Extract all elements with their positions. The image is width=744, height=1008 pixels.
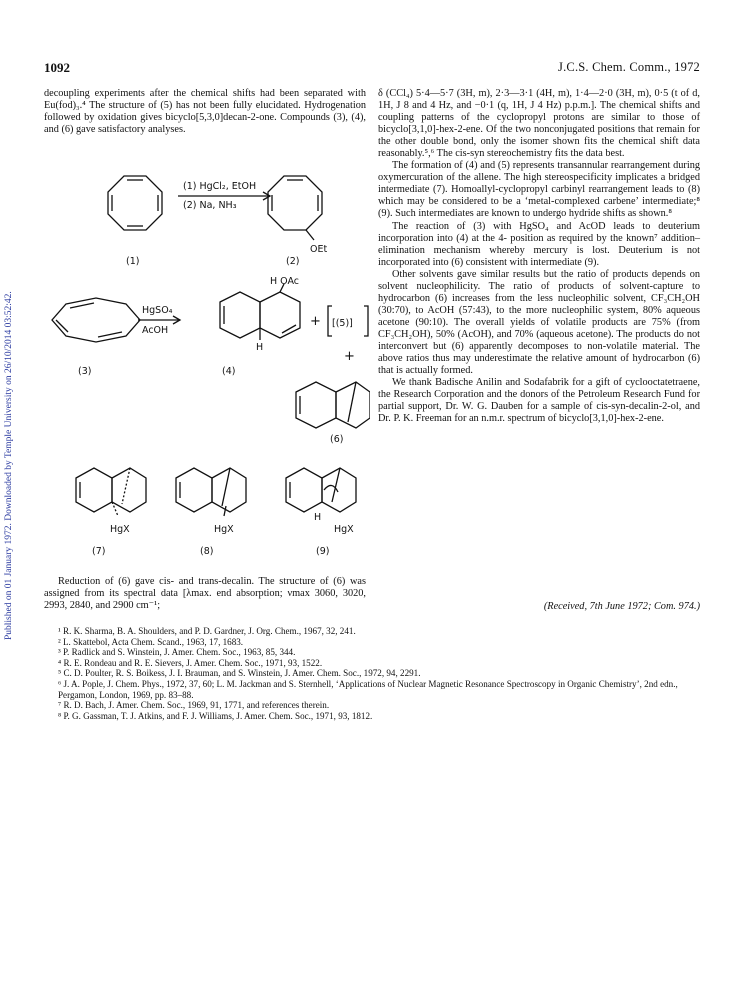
reference: ⁶ J. A. Pople, J. Chem. Phys., 1972, 37, 60; L. M. Jackman and S. Sternhell, ‘Applications of Nuclear Magnetic Resonance Spectroscopy in Organic Chemistry’, 2nd edn., Pergamon, London, 1969, pp. 83–88. (58, 678, 678, 700)
paragraph: Other solvents gave similar results but the ratio of products depends on solvent nucleophilicity. The ratio of products of solvent-capture to hydrocarbon (6) increases from the less nucleophilic solvent, CF₃CH₂OH (30:70), to AcOH (57:43), to the more nucleophilic system, 80% aqueous acetone (90:10). The overall yields of volatile products are 75% (from CF₃CH₂OH), 50% (AcOH), and 70% (aqueous acetone). The products do not interconvert but (6) apparently decomposes to non-volatile material. The above ratios thus may underestimate the relative amount of hydrocarbon (6) that is actually formed. (378, 268, 700, 377)
plus-sign: + (310, 314, 321, 329)
substituent-label: OEt (310, 244, 328, 255)
page-number: 1092 (44, 60, 70, 75)
compound-label: (8) (200, 546, 214, 557)
compound-label: (2) (286, 256, 300, 267)
paragraph: Reduction of (6) gave cis- and trans-decalin. The structure of (6) was assigned from its spectral data [λmax. end absorption; νmax 3060, 3020, 2993, 2840, and 2900 cm⁻¹; (44, 576, 366, 612)
received-date: (Received, 7th June 1972; Com. 974.) (543, 601, 700, 612)
compound-label: (4) (222, 366, 236, 377)
paragraph: The reaction of (3) with HgSO₄ and AcOD leads to deuterium incorporation into (4) at the 4- position as required by the known⁷ addition–elimination mechanism whereby mercury is lost. Deuterium is not incorporated into (6) consistent with intermediate (9). (378, 220, 700, 268)
reagent-label: HgSO₄ (142, 305, 173, 316)
compound-label: [(5)] (332, 318, 353, 329)
reaction-scheme (30, 160, 370, 580)
substituent-label: H (256, 342, 264, 353)
reference: ⁵ C. D. Poulter, R. S. Boikess, J. I. Brauman, and S. Winstein, J. Amer. Chem. Soc., 1972, 94, 2291. (58, 668, 421, 679)
compound-label: (3) (78, 366, 92, 377)
right-column (378, 88, 700, 425)
left-column-bottom (44, 576, 366, 612)
download-notice: Published on 01 January 1972. Downloaded by Temple University on 26/10/2014 03:52:42. (4, 291, 14, 640)
plus-sign: + (344, 349, 355, 364)
compound-label: (6) (330, 434, 344, 445)
intermediate-8-left (176, 468, 212, 512)
tricyclic-ring-left (296, 382, 336, 428)
reference: ³ P. Radlick and S. Winstein, J. Amer. Chem. Soc., 1963, 85, 344. (58, 647, 296, 658)
reference: ⁴ R. E. Rondeau and R. E. Sievers, J. Amer. Chem. Soc., 1971, 93, 1522. (58, 657, 323, 668)
compound-label: (1) (126, 256, 140, 267)
reagent-label: AcOH (142, 325, 169, 336)
reagent-label: (2) Na, NH₃ (183, 200, 237, 211)
paragraph: The formation of (4) and (5) represents transannular rearrangement during oxymercuration of the allene. The high stereospecificity implicates a bridged intermediate (7). Homoallyl-cyclopropyl carbinyl rearrangement leads to (8) which may be considered to be a ‘metal-complexed carbene’ intermediate;⁸ (9). Such intermediates are known to undergo hydride shifts as shown.⁸ (378, 160, 700, 220)
journal-header: J.C.S. Chem. Comm., 1972 (558, 60, 700, 74)
reference: ⁷ R. D. Bach, J. Amer. Chem. Soc., 1969, 91, 1771, and references therein. (58, 700, 330, 711)
paragraph: We thank Badische Anilin and Sodafabrik for a gift of cyclooctatetraene, the Research Corporation and the donors of the Petroleum Research Fund for partial support, Dr. W. G. Dauben for a sample of cis-syn-decalin-2-ol, and Dr. P. K. Freeman for an n.m.r. spectrum of bicyclo[3,1,0]-hex-2-ene. (378, 377, 700, 425)
cyclooctatriene-ring (268, 176, 322, 230)
left-column (44, 88, 366, 136)
reference: ² L. Skattebol, Acta Chem. Scand., 1963, 17, 1683. (58, 636, 244, 647)
compound-label: (7) (92, 546, 106, 557)
reference: ¹ R. K. Sharma, B. A. Shoulders, and P. D. Gardner, J. Org. Chem., 1967, 32, 241. (58, 626, 356, 636)
reference: ⁸ P. G. Gassman, T. J. Atkins, and F. J. Williams, J. Amer. Chem. Soc., 1971, 93, 1812. (58, 710, 373, 721)
intermediate-7-left (76, 468, 112, 512)
references (58, 626, 718, 721)
paragraph: decoupling experiments after the chemical shifts had been separated with Eu(fod)₃.⁴ The structure of (5) has not been fully elucidated. Hydrogenation followed by oxidation gives bicyclo[5,3,0]decan-2-one. Compounds (3), (4), and (6) gave satisfactory analyses. (44, 88, 366, 136)
substituent-label: H OAc (270, 276, 300, 287)
cyclononatriene-ring (52, 298, 140, 342)
paragraph: δ (CCl₄) 5·4—5·7 (3H, m), 2·3—3·1 (4H, m), 1·4—2·0 (3H, m), 0·5 (t of d, 1H, J 8 and 4 Hz, and −0·1 (q, 1H, J 4 Hz) p.p.m.]. The chemical shifts and coupling patterns of the cyclopropyl protons are similar to those of bicyclo[3,1,0]-hex-2-ene. Of the two nonconjugated positions that remain for the other double bond, only the isomer shown fits the chemical shift data reasonably.⁵,⁶ The cis-syn stereochemistry fits the data best. (378, 88, 700, 160)
reagent-label: (1) HgCl₂, EtOH (183, 181, 257, 192)
bicyclic-ring-right (260, 292, 300, 338)
substituent-label: H (314, 512, 322, 523)
compound-label: (9) (316, 546, 330, 557)
substituent-label: HgX (334, 524, 354, 535)
intermediate-7-right (112, 468, 146, 512)
bicyclic-ring-left (220, 292, 260, 338)
cyclooctatetraene-ring (108, 176, 162, 230)
substituent-label: HgX (110, 524, 130, 535)
intermediate-9-left (286, 468, 322, 512)
tricyclic-ring-right (336, 382, 370, 428)
substituent-label: HgX (214, 524, 234, 535)
